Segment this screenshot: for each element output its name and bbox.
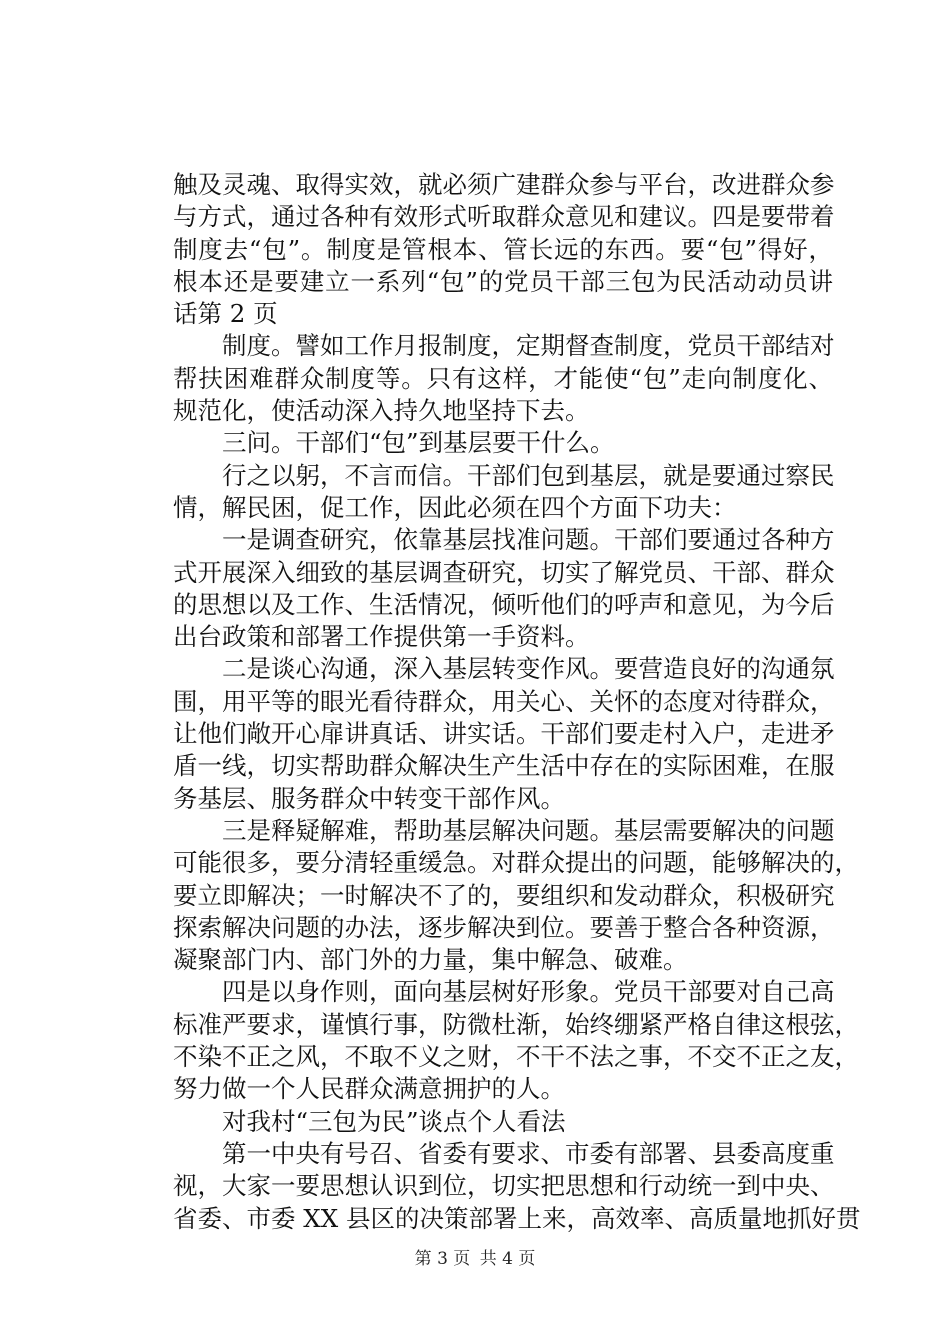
text-line: 围，用平等的眼光看待群众，用关心、关怀的态度对待群众， [173, 686, 835, 716]
text-line: 出台政策和部署工作提供第一手资料。 [173, 622, 590, 652]
text-line: 不染不正之风，不取不义之财，不干不法之事，不交不正之友， [173, 1042, 859, 1072]
text-line: 四是以身作则，面向基层树好形象。党员干部要对自己高 [222, 977, 835, 1007]
text-line: 根本还是要建立一系列“包”的党员干部三包为民活动动员讲 [173, 266, 833, 296]
text-line: 制度去“包”。制度是管根本、管长远的东西。要“包”得好， [173, 234, 833, 264]
text-line: 规范化，使活动深入持久地坚持下去。 [173, 396, 590, 426]
text-line: 情，解民困，促工作，因此必须在四个方面下功夫： [173, 492, 737, 522]
text-line: 务基层、服务群众中转变干部作风。 [173, 783, 565, 813]
document-body [173, 169, 861, 1235]
text-line: 三是释疑解难，帮助基层解决问题。基层需要解决的问题 [222, 815, 835, 845]
text-line: 要立即解决；一时解决不了的，要组织和发动群众，积极研究 [173, 880, 835, 910]
text-line: 与方式，通过各种有效形式听取群众意见和建议。四是要带着 [173, 202, 835, 232]
page-footer [0, 1244, 950, 1269]
text-line: 视，大家一要思想认识到位，切实把思想和行动统一到中央、 [173, 1171, 835, 1201]
page-number: 第 3 页 [414, 1249, 471, 1269]
text-line: 让他们敞开心扉讲真话、讲实话。干部们要走村入户，走进矛 [173, 719, 835, 749]
text-line: 可能很多，要分清轻重缓急。对群众提出的问题，能够解决的， [173, 848, 859, 878]
text-line: 三问。干部们“包”到基层要干什么。 [222, 428, 615, 458]
text-line: 一是调查研究，依靠基层找准问题。干部们要通过各种方 [222, 525, 835, 555]
page-total: 共 4 页 [479, 1249, 536, 1269]
text-line: 探索解决问题的办法，逐步解决到位。要善于整合各种资源， [173, 912, 835, 942]
text-line: 标准严要求，谨慎行事，防微杜渐，始终绷紧严格自律这根弦， [173, 1009, 859, 1039]
text-line: 制度。譬如工作月报制度，定期督查制度，党员干部结对 [222, 331, 835, 361]
text-line: 凝聚部门内、部门外的力量，集中解急、破难。 [173, 945, 688, 975]
text-line: 帮扶困难群众制度等。只有这样，才能使“包”走向制度化、 [173, 363, 833, 393]
text-line: 盾一线，切实帮助群众解决生产生活中存在的实际困难，在服 [173, 751, 835, 781]
text-line: 努力做一个人民群众满意拥护的人。 [173, 1074, 565, 1104]
text-line: 二是谈心沟通，深入基层转变作风。要营造良好的沟通氛 [222, 654, 835, 684]
text-line: 省委、市委 XX 县区的决策部署上来，高效率、高质量地抓好贯 [173, 1203, 861, 1233]
text-line: 式开展深入细致的基层调查研究，切实了解党员、干部、群众 [173, 557, 835, 587]
text-line: 第一中央有号召、省委有要求、市委有部署、县委高度重 [222, 1138, 835, 1168]
text-line: 的思想以及工作、生活情况，倾听他们的呼声和意见，为今后 [173, 589, 835, 619]
text-line: 行之以躬，不言而信。干部们包到基层，就是要通过察民 [222, 460, 835, 490]
text-line: 对我村“三包为民”谈点个人看法 [222, 1106, 566, 1136]
text-line: 话第 2 页 [173, 299, 278, 329]
text-line: 触及灵魂、取得实效，就必须广建群众参与平台，改进群众参 [173, 170, 835, 199]
